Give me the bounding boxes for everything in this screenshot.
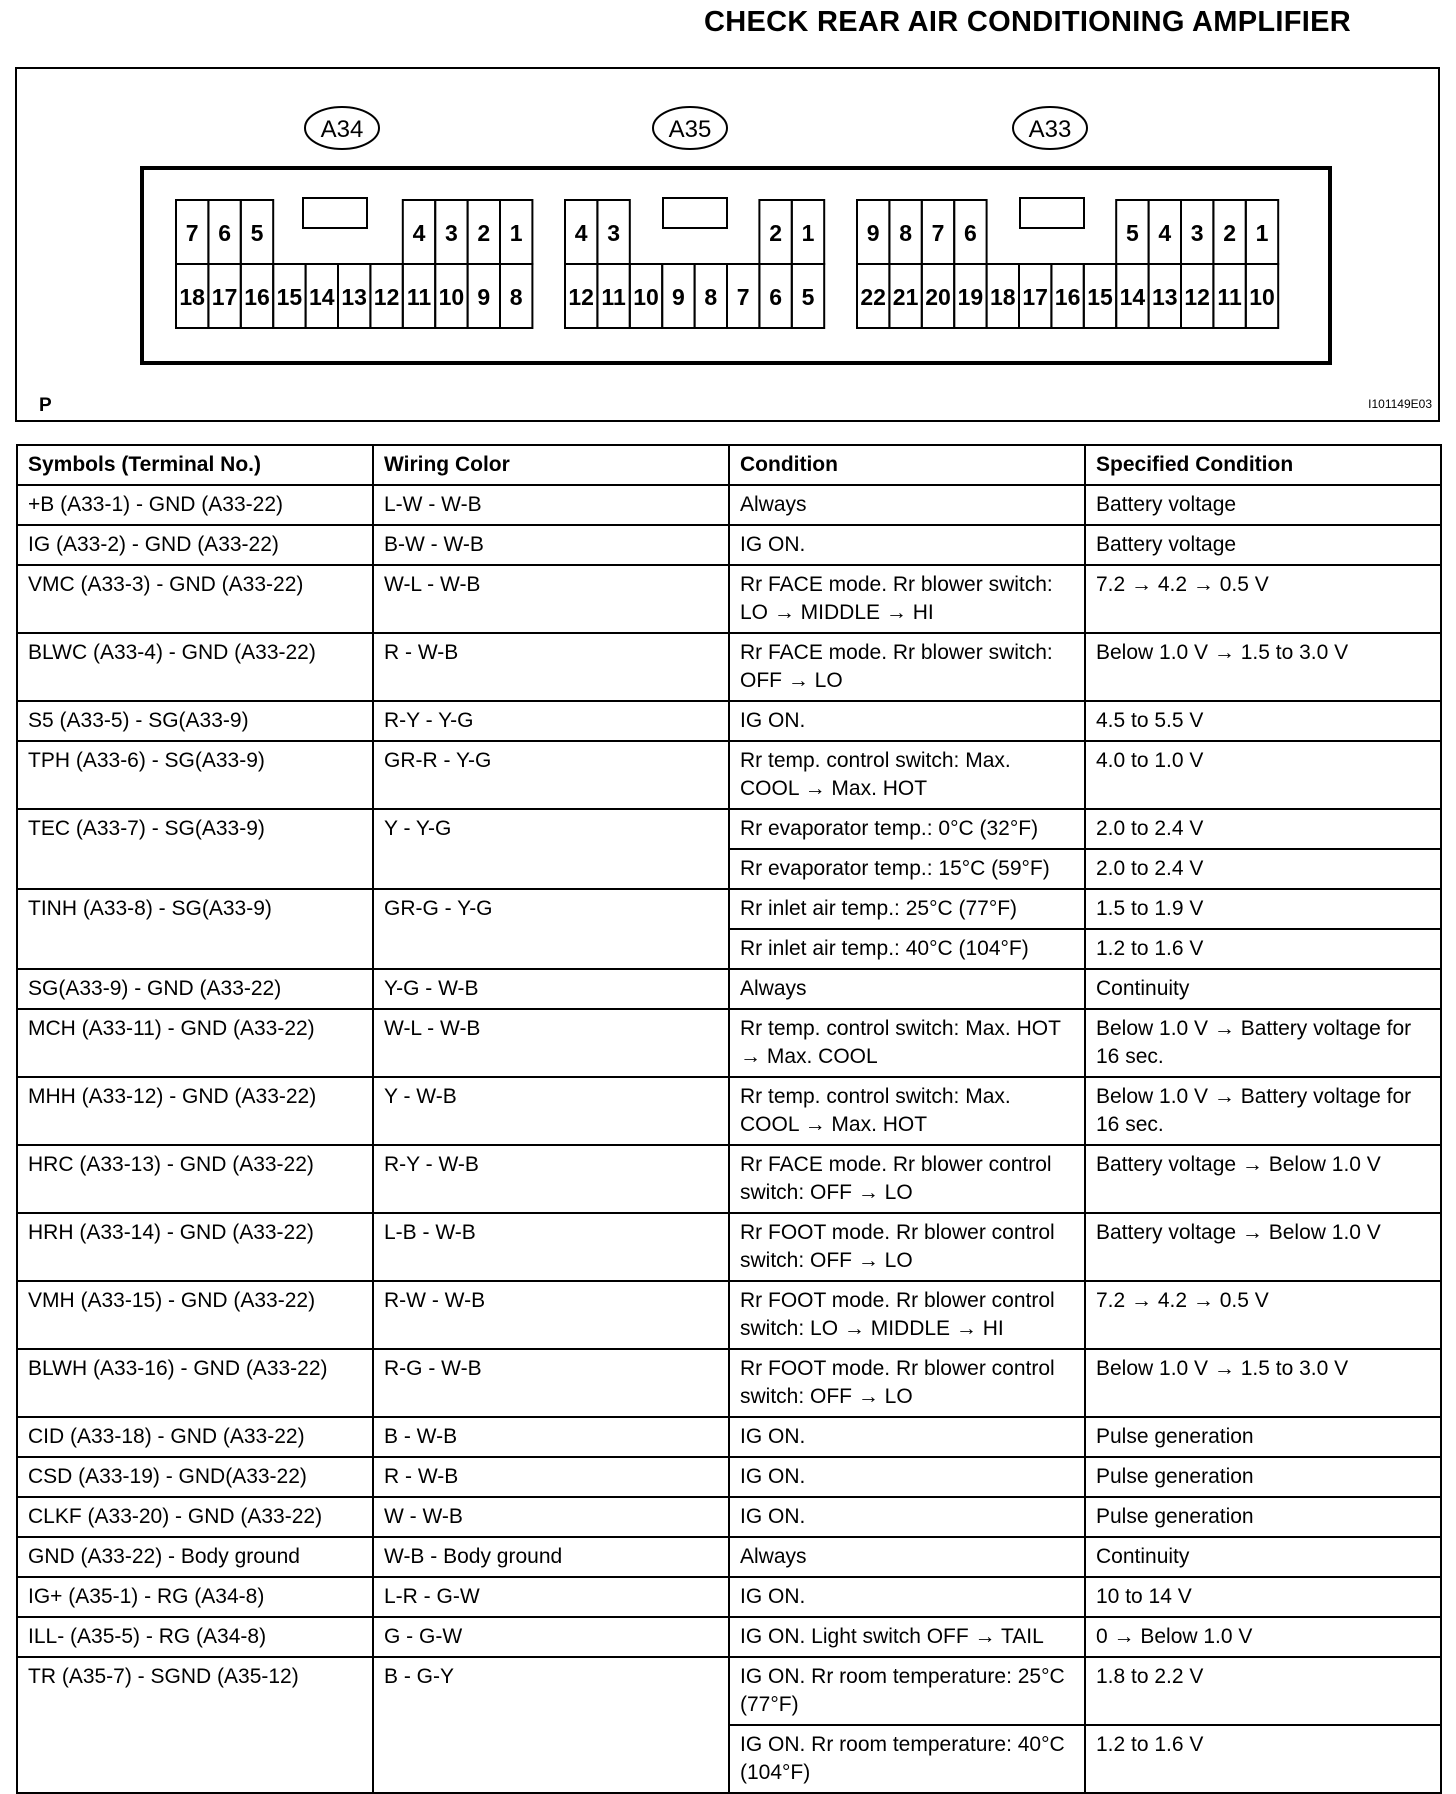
cell-condition: Rr temp. control switch: Max. COOL → Max. HOT xyxy=(729,741,1085,809)
cell-wiring-color: Y-G - W-B xyxy=(373,969,729,1009)
cell-specified-condition: Pulse generation xyxy=(1085,1497,1441,1537)
cell-wiring-color: GR-R - Y-G xyxy=(373,741,729,809)
cell-wiring-color: W-B - Body ground xyxy=(373,1537,729,1577)
pin-number: 9 xyxy=(672,284,685,310)
cell-symbol: S5 (A33-5) - SG(A33-9) xyxy=(17,701,373,741)
cell-condition: IG ON. Rr room temperature: 40°C (104°F) xyxy=(729,1725,1085,1793)
pin-number: 11 xyxy=(406,284,432,310)
cell-wiring-color: Y - W-B xyxy=(373,1077,729,1145)
pin-number: 12 xyxy=(568,284,594,310)
connector-label: A35 xyxy=(668,116,712,143)
table-row xyxy=(17,1457,1441,1497)
cell-wiring-color: R - W-B xyxy=(373,1457,729,1497)
cell-condition: IG ON. Rr room temperature: 25°C (77°F) xyxy=(729,1657,1085,1725)
cell-specified-condition: Pulse generation xyxy=(1085,1417,1441,1457)
pin-number: 5 xyxy=(250,220,264,246)
cell-specified-condition: Below 1.0 V → 1.5 to 3.0 V xyxy=(1085,1349,1441,1417)
header-condition: Condition xyxy=(729,445,1085,485)
table-row xyxy=(17,1009,1441,1077)
cell-symbol: IG (A33-2) - GND (A33-22) xyxy=(17,525,373,565)
cell-symbol: ILL- (A35-5) - RG (A34-8) xyxy=(17,1617,373,1657)
table-row xyxy=(17,1349,1441,1417)
cell-condition: Rr evaporator temp.: 0°C (32°F) xyxy=(729,809,1085,849)
cell-wiring-color: R-W - W-B xyxy=(373,1281,729,1349)
pin-number: 7 xyxy=(185,220,199,246)
cell-specified-condition: 4.5 to 5.5 V xyxy=(1085,701,1441,741)
pin-number: 4 xyxy=(574,220,588,246)
pin-number: 6 xyxy=(964,220,977,246)
cell-symbol: CLKF (A33-20) - GND (A33-22) xyxy=(17,1497,373,1537)
cell-wiring-color: GR-G - Y-G xyxy=(373,889,729,969)
pin-number: 17 xyxy=(211,284,238,310)
specification-table xyxy=(16,444,1442,1794)
cell-symbol: HRH (A33-14) - GND (A33-22) xyxy=(17,1213,373,1281)
cell-symbol: VMC (A33-3) - GND (A33-22) xyxy=(17,565,373,633)
pin-number: 1 xyxy=(1255,220,1269,246)
pin-number: 12 xyxy=(1184,284,1210,310)
cell-wiring-color: L-R - G-W xyxy=(373,1577,729,1617)
cell-wiring-color: G - G-W xyxy=(373,1617,729,1657)
cell-specified-condition: Battery voltage → Below 1.0 V xyxy=(1085,1213,1441,1281)
cell-specified-condition: Battery voltage → Below 1.0 V xyxy=(1085,1145,1441,1213)
connector-diagram-svg xyxy=(17,69,1438,420)
cell-condition: Rr temp. control switch: Max. COOL → Max. HOT xyxy=(729,1077,1085,1145)
pin-number: 5 xyxy=(801,284,815,310)
cell-symbol: TPH (A33-6) - SG(A33-9) xyxy=(17,741,373,809)
table-row xyxy=(17,1497,1441,1537)
pin-number: 19 xyxy=(957,284,984,310)
pin-number: 18 xyxy=(990,284,1016,310)
pin-number: 8 xyxy=(704,284,718,310)
cell-wiring-color: B - G-Y xyxy=(373,1657,729,1793)
cell-specified-condition: Continuity xyxy=(1085,969,1441,1009)
table-row xyxy=(17,1657,1441,1725)
table-row xyxy=(17,1213,1441,1281)
pin-number: 11 xyxy=(1217,284,1242,310)
cell-wiring-color: Y - Y-G xyxy=(373,809,729,889)
cell-specified-condition: 1.2 to 1.6 V xyxy=(1085,929,1441,969)
table-row xyxy=(17,1281,1441,1349)
cell-condition: Rr FACE mode. Rr blower switch: LO → MIDDLE → HI xyxy=(729,565,1085,633)
cell-specified-condition: 2.0 to 2.4 V xyxy=(1085,809,1441,849)
pin-number: 9 xyxy=(866,220,880,246)
cell-symbol: BLWH (A33-16) - GND (A33-22) xyxy=(17,1349,373,1417)
connector-key xyxy=(1020,198,1084,228)
pin-number: 10 xyxy=(438,284,465,310)
pin-number: 21 xyxy=(892,284,919,310)
cell-specified-condition: 2.0 to 2.4 V xyxy=(1085,849,1441,889)
pin-number: 17 xyxy=(1022,284,1048,310)
cell-symbol: +B (A33-1) - GND (A33-22) xyxy=(17,485,373,525)
cell-condition: IG ON. xyxy=(729,1577,1085,1617)
pin-number: 7 xyxy=(931,220,945,246)
pin-number: 8 xyxy=(899,220,912,246)
table-header-row xyxy=(17,445,1441,485)
table-row xyxy=(17,633,1441,701)
pin-number: 9 xyxy=(477,284,491,310)
pin-number: 10 xyxy=(633,284,659,310)
table-row xyxy=(17,1617,1441,1657)
cell-condition: Always xyxy=(729,969,1085,1009)
cell-wiring-color: R-G - W-B xyxy=(373,1349,729,1417)
cell-specified-condition: Battery voltage xyxy=(1085,525,1441,565)
table-row xyxy=(17,809,1441,849)
pin-number: 6 xyxy=(769,284,782,310)
pin-number: 8 xyxy=(509,284,523,310)
table-row xyxy=(17,969,1441,1009)
cell-condition: IG ON. xyxy=(729,1457,1085,1497)
corner-label: P xyxy=(39,395,52,416)
cell-specified-condition: Below 1.0 V → 1.5 to 3.0 V xyxy=(1085,633,1441,701)
pin-number: 16 xyxy=(244,284,270,310)
cell-condition: Rr FACE mode. Rr blower switch: OFF → LO xyxy=(729,633,1085,701)
cell-condition: Rr evaporator temp.: 15°C (59°F) xyxy=(729,849,1085,889)
cell-condition: Rr FOOT mode. Rr blower control switch: LO → MIDDLE → HI xyxy=(729,1281,1085,1349)
cell-wiring-color: L-B - W-B xyxy=(373,1213,729,1281)
pin-number: 7 xyxy=(736,284,750,310)
cell-wiring-color: W-L - W-B xyxy=(373,1009,729,1077)
pin-number: 14 xyxy=(309,284,335,310)
header-wiring-color: Wiring Color xyxy=(373,445,729,485)
cell-specified-condition: Below 1.0 V → Battery voltage for 16 sec. xyxy=(1085,1077,1441,1145)
cell-condition: IG ON. xyxy=(729,525,1085,565)
cell-specified-condition: 7.2 → 4.2 → 0.5 V xyxy=(1085,565,1441,633)
cell-condition: Rr FACE mode. Rr blower control switch: OFF → LO xyxy=(729,1145,1085,1213)
pin-number: 4 xyxy=(1158,220,1172,246)
cell-specified-condition: 1.5 to 1.9 V xyxy=(1085,889,1441,929)
cell-wiring-color: B-W - W-B xyxy=(373,525,729,565)
cell-condition: Rr temp. control switch: Max. HOT → Max. COOL xyxy=(729,1009,1085,1077)
pin-number: 14 xyxy=(1119,284,1146,310)
connector-label: A33 xyxy=(1028,116,1072,143)
cell-specified-condition: 1.8 to 2.2 V xyxy=(1085,1657,1441,1725)
table-row xyxy=(17,565,1441,633)
cell-symbol: HRC (A33-13) - GND (A33-22) xyxy=(17,1145,373,1213)
pin-number: 2 xyxy=(769,220,782,246)
figure-code: I101149E03 xyxy=(1368,397,1432,411)
cell-wiring-color: R-Y - Y-G xyxy=(373,701,729,741)
cell-symbol: TEC (A33-7) - SG(A33-9) xyxy=(17,809,373,889)
table-row xyxy=(17,1417,1441,1457)
connector-label: A34 xyxy=(320,116,364,143)
table-row xyxy=(17,1537,1441,1577)
cell-wiring-color: R - W-B xyxy=(373,633,729,701)
cell-wiring-color: R-Y - W-B xyxy=(373,1145,729,1213)
pin-number: 15 xyxy=(276,284,303,310)
connector-key xyxy=(663,198,727,228)
pin-number: 13 xyxy=(341,284,367,310)
pin-number: 6 xyxy=(218,220,231,246)
cell-specified-condition: Below 1.0 V → Battery voltage for 16 sec. xyxy=(1085,1009,1441,1077)
connector-diagram xyxy=(15,67,1440,422)
header-specified-condition: Specified Condition xyxy=(1085,445,1441,485)
cell-condition: Rr inlet air temp.: 40°C (104°F) xyxy=(729,929,1085,969)
table-row xyxy=(17,1077,1441,1145)
cell-specified-condition: Battery voltage xyxy=(1085,485,1441,525)
cell-specified-condition: 0 → Below 1.0 V xyxy=(1085,1617,1441,1657)
pin-number: 1 xyxy=(801,220,815,246)
cell-symbol: MHH (A33-12) - GND (A33-22) xyxy=(17,1077,373,1145)
cell-condition: IG ON. xyxy=(729,701,1085,741)
cell-symbol: IG+ (A35-1) - RG (A34-8) xyxy=(17,1577,373,1617)
cell-wiring-color: B - W-B xyxy=(373,1417,729,1457)
cell-symbol: VMH (A33-15) - GND (A33-22) xyxy=(17,1281,373,1349)
cell-condition: Rr inlet air temp.: 25°C (77°F) xyxy=(729,889,1085,929)
cell-symbol: GND (A33-22) - Body ground xyxy=(17,1537,373,1577)
page-title: CHECK REAR AIR CONDITIONING AMPLIFIER xyxy=(704,6,1351,38)
connector-key xyxy=(303,198,367,228)
pin-number: 4 xyxy=(412,220,426,246)
cell-specified-condition: Pulse generation xyxy=(1085,1457,1441,1497)
cell-condition: IG ON. xyxy=(729,1497,1085,1537)
pin-number: 13 xyxy=(1152,284,1178,310)
cell-wiring-color: W-L - W-B xyxy=(373,565,729,633)
table-row xyxy=(17,889,1441,929)
pin-number: 16 xyxy=(1054,284,1081,310)
pin-number: 2 xyxy=(1223,220,1236,246)
cell-specified-condition: 10 to 14 V xyxy=(1085,1577,1441,1617)
pin-number: 1 xyxy=(509,220,523,246)
table-row xyxy=(17,1145,1441,1213)
table-row xyxy=(17,1577,1441,1617)
pin-number: 10 xyxy=(1249,284,1275,310)
cell-wiring-color: W - W-B xyxy=(373,1497,729,1537)
cell-condition: Rr FOOT mode. Rr blower control switch: OFF → LO xyxy=(729,1349,1085,1417)
cell-symbol: TR (A35-7) - SGND (A35-12) xyxy=(17,1657,373,1793)
cell-symbol: BLWC (A33-4) - GND (A33-22) xyxy=(17,633,373,701)
pin-number: 15 xyxy=(1087,284,1113,310)
pin-number: 5 xyxy=(1126,220,1139,246)
cell-specified-condition: 1.2 to 1.6 V xyxy=(1085,1725,1441,1793)
pin-number: 11 xyxy=(601,284,626,310)
pin-number: 18 xyxy=(179,284,205,310)
pin-number: 22 xyxy=(860,284,886,310)
pin-number: 2 xyxy=(477,220,491,246)
table-row xyxy=(17,701,1441,741)
cell-condition: Rr FOOT mode. Rr blower control switch: OFF → LO xyxy=(729,1213,1085,1281)
header-symbols: Symbols (Terminal No.) xyxy=(17,445,373,485)
cell-symbol: CID (A33-18) - GND (A33-22) xyxy=(17,1417,373,1457)
table-row xyxy=(17,741,1441,809)
cell-condition: IG ON. Light switch OFF → TAIL xyxy=(729,1617,1085,1657)
pin-number: 12 xyxy=(373,284,400,310)
cell-specified-condition: 7.2 → 4.2 → 0.5 V xyxy=(1085,1281,1441,1349)
cell-symbol: SG(A33-9) - GND (A33-22) xyxy=(17,969,373,1009)
cell-symbol: MCH (A33-11) - GND (A33-22) xyxy=(17,1009,373,1077)
cell-specified-condition: Continuity xyxy=(1085,1537,1441,1577)
table-body xyxy=(17,485,1441,1793)
cell-specified-condition: 4.0 to 1.0 V xyxy=(1085,741,1441,809)
cell-condition: Always xyxy=(729,1537,1085,1577)
cell-symbol: CSD (A33-19) - GND(A33-22) xyxy=(17,1457,373,1497)
pin-number: 3 xyxy=(445,220,458,246)
pin-number: 3 xyxy=(607,220,620,246)
cell-condition: IG ON. xyxy=(729,1417,1085,1457)
table-row xyxy=(17,525,1441,565)
pin-number: 3 xyxy=(1190,220,1204,246)
cell-symbol: TINH (A33-8) - SG(A33-9) xyxy=(17,889,373,969)
cell-wiring-color: L-W - W-B xyxy=(373,485,729,525)
pin-number: 20 xyxy=(925,284,951,310)
table-row xyxy=(17,485,1441,525)
cell-condition: Always xyxy=(729,485,1085,525)
